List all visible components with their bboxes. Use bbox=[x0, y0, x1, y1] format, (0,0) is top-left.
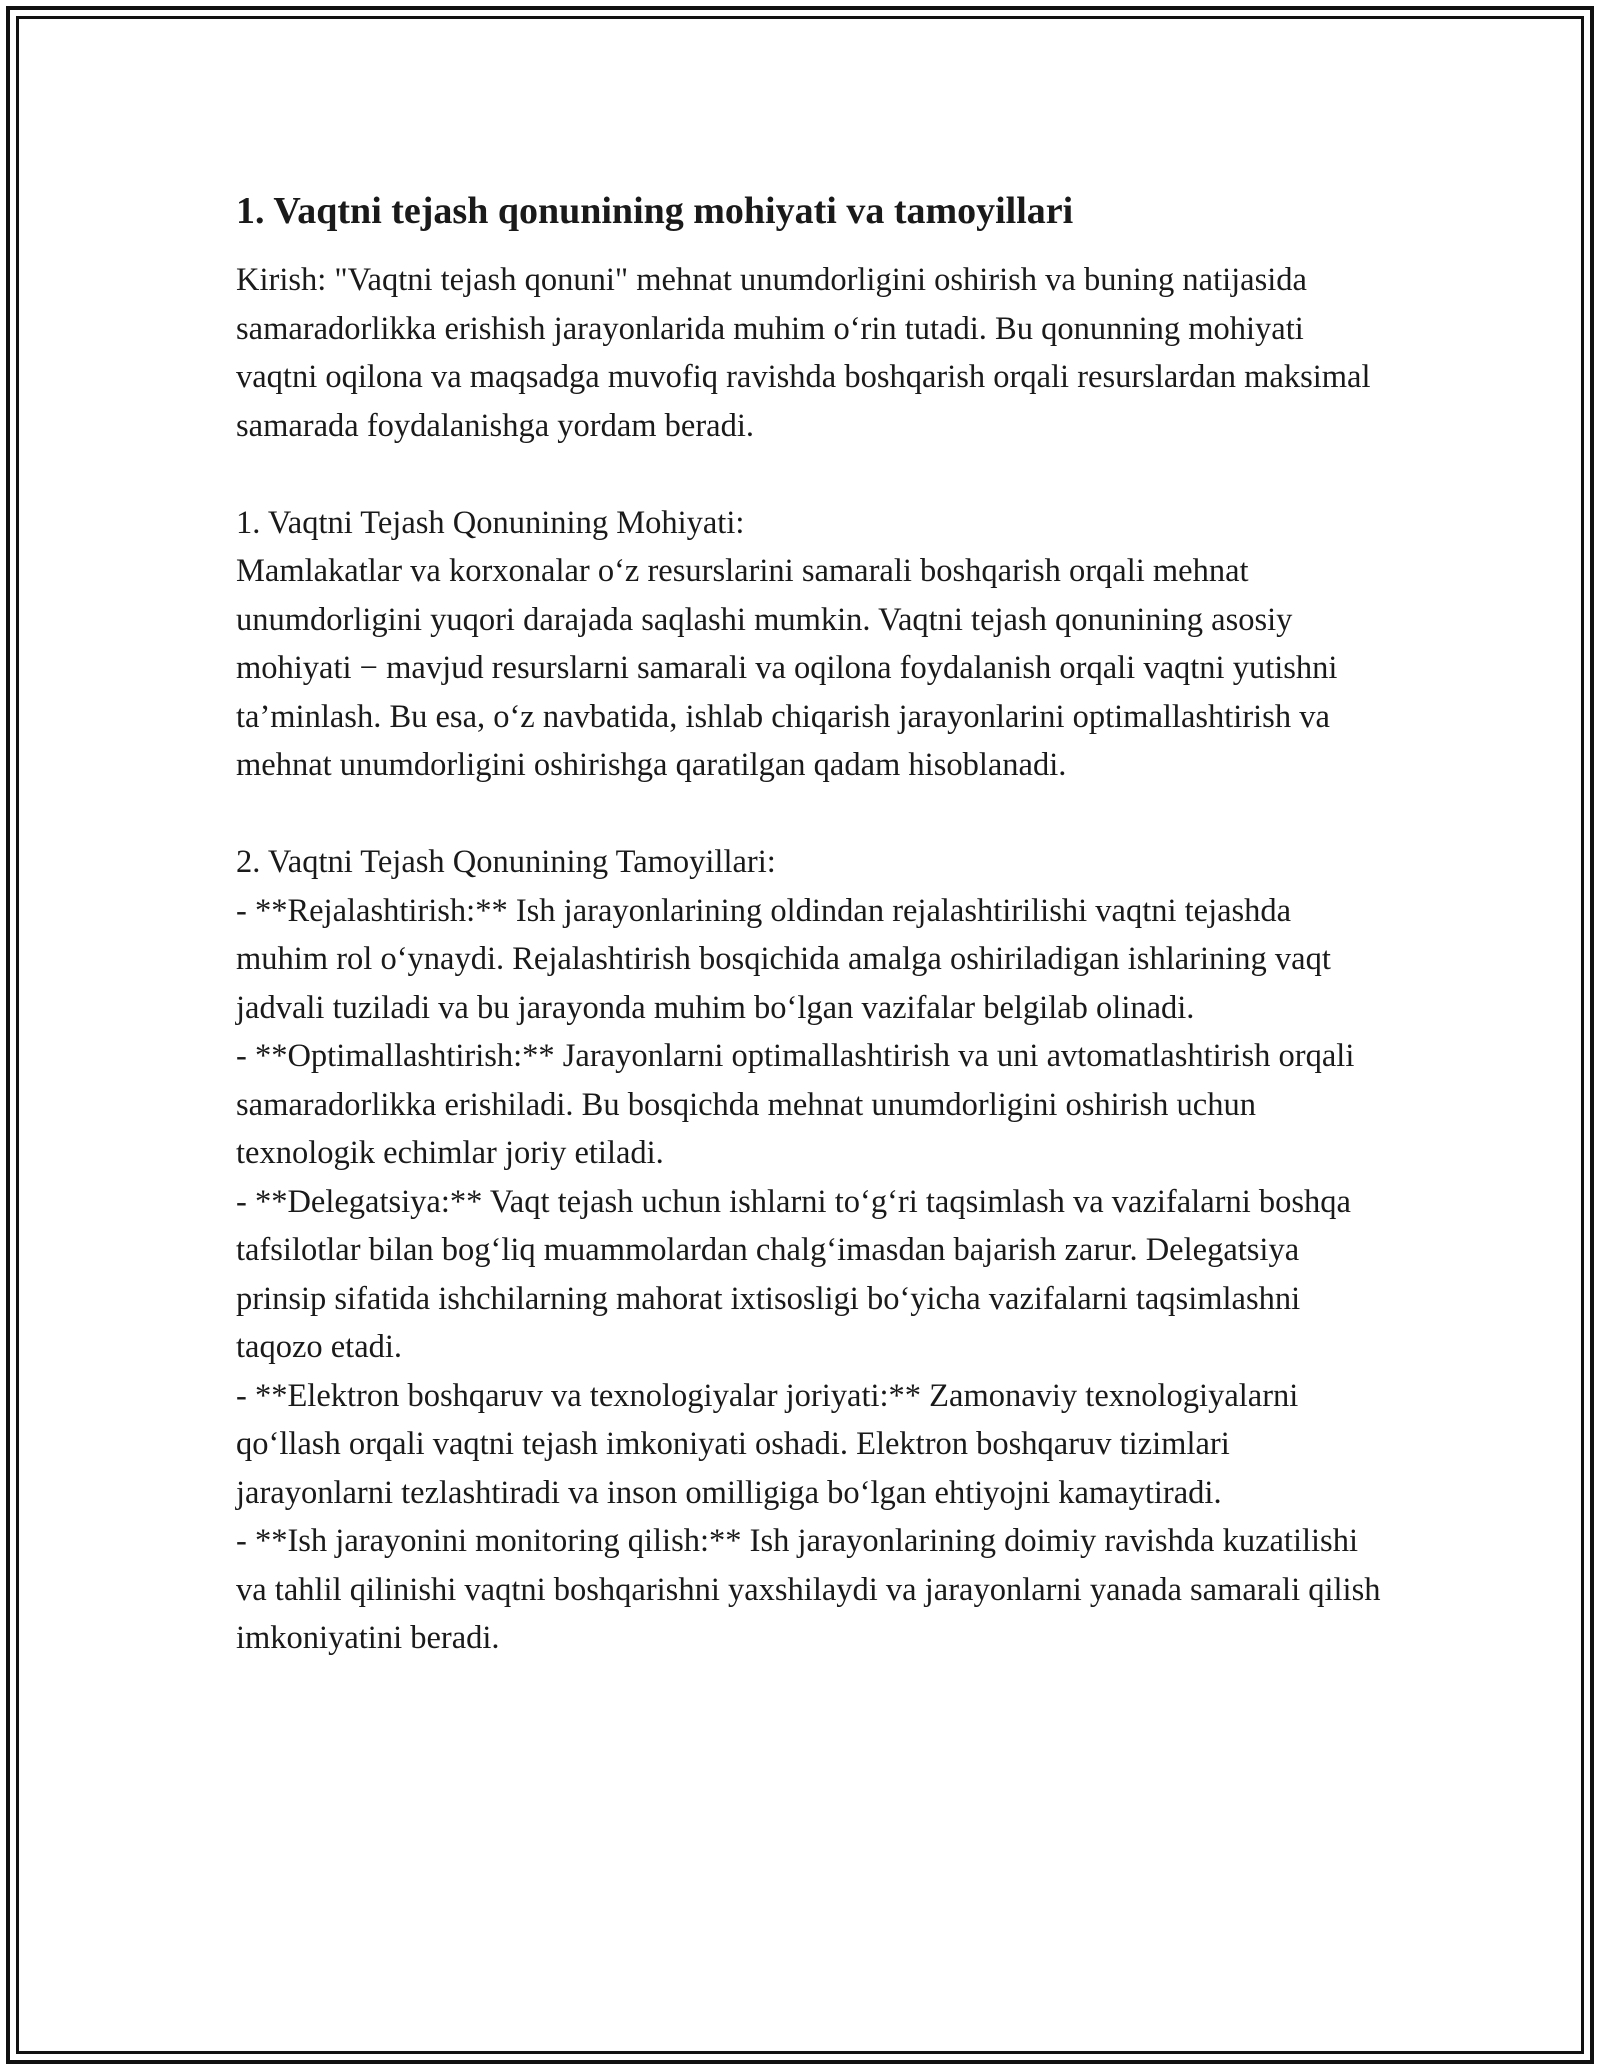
principle-item-optimallashtirish: - **Optimallashtirish:** Jarayonlarni optimallashtirish va uni avtomatlashtirish orqali samaradorlikka erishiladi. Bu bosqichda mehnat unumdorligini oshirish uchun texnologik echimlar joriy etiladi. bbox=[236, 1038, 1355, 1171]
paragraph-gap bbox=[236, 790, 1386, 839]
paragraph-gap bbox=[236, 450, 1386, 499]
principle-item-monitoring: - **Ish jarayonini monitoring qilish:** Ish jarayonlarining doimiy ravishda kuzatilishi va tahlil qilinishi vaqtni boshqarishni yaxshilaydi va jarayonlarni yanada samarali qilish imkoniyatini beradi. bbox=[236, 1523, 1381, 1656]
section-mohiyati bbox=[236, 499, 1386, 790]
intro-section bbox=[236, 256, 1386, 450]
section-mohiyati-heading: 1. Vaqtni Tejash Qonunining Mohiyati: bbox=[236, 504, 745, 541]
section-tamoyillari bbox=[236, 838, 1386, 1663]
principle-item-delegatsiya: - **Delegatsiya:** Vaqt tejash uchun ishlarni to‘g‘ri taqsimlash va vazifalarni boshqa tafsilotlar bilan bog‘liq muammolardan chalg‘imasdan bajarish zarur. Delegatsiya prinsip sifatida ishchilarning mahorat ixtisosligi bo‘yicha vazifalarni taqsimlashni taqozo etadi. bbox=[236, 1183, 1351, 1365]
document-body bbox=[236, 186, 1386, 1663]
principle-item-elektron-boshqaruv: - **Elektron boshqaruv va texnologiyalar joriyati:** Zamonaviy texnologiyalarni qo‘llash orqali vaqtni tejash imkoniyati oshadi. Elektron boshqaruv tizimlari jarayonlarni tezlashtiradi va inson omilligiga bo‘lgan ehtiyojni kamaytiradi. bbox=[236, 1377, 1299, 1511]
intro-paragraph: Kirish: "Vaqtni tejash qonuni" mehnat unumdorligini oshirish va buning natijasida samaradorlikka erishish jarayonlarida muhim o‘rin tutadi. Bu qonunning mohiyati vaqtni oqilona va maqsadga muvofiq ravishda boshqarish orqali resurslardan maksimal samarada foydalanishga yordam beradi. bbox=[236, 262, 1371, 444]
section-mohiyati-body: Mamlakatlar va korxonalar o‘z resurslarini samarali boshqarish orqali mehnat unumdorligini yuqori darajada saqlashi mumkin. Vaqtni tejash qonunining asosiy mohiyati − mavjud resurslarni samarali va oqilona foydalanish orqali vaqtni yutishni ta’minlash. Bu esa, o‘z navbatida, ishlab chiqarish jarayonlarini optimallashtirish va mehnat unumdorligini oshirishga qaratilgan qadam hisoblanadi. bbox=[236, 553, 1338, 783]
principle-item-rejalashtirish: - **Rejalashtirish:** Ish jarayonlarining oldindan rejalashtirilishi vaqtni tejashda muhim rol o‘ynaydi. Rejalashtirish bosqichida amalga oshiriladigan ishlarining vaqt jadvali tuziladi va bu jarayonda muhim bo‘lgan vazifalar belgilab olinadi. bbox=[236, 892, 1331, 1026]
document-title: 1. Vaqtni tejash qonunining mohiyati va tamoyillari bbox=[236, 190, 1074, 232]
section-tamoyillari-heading: 2. Vaqtni Tejash Qonunining Tamoyillari: bbox=[236, 844, 776, 880]
